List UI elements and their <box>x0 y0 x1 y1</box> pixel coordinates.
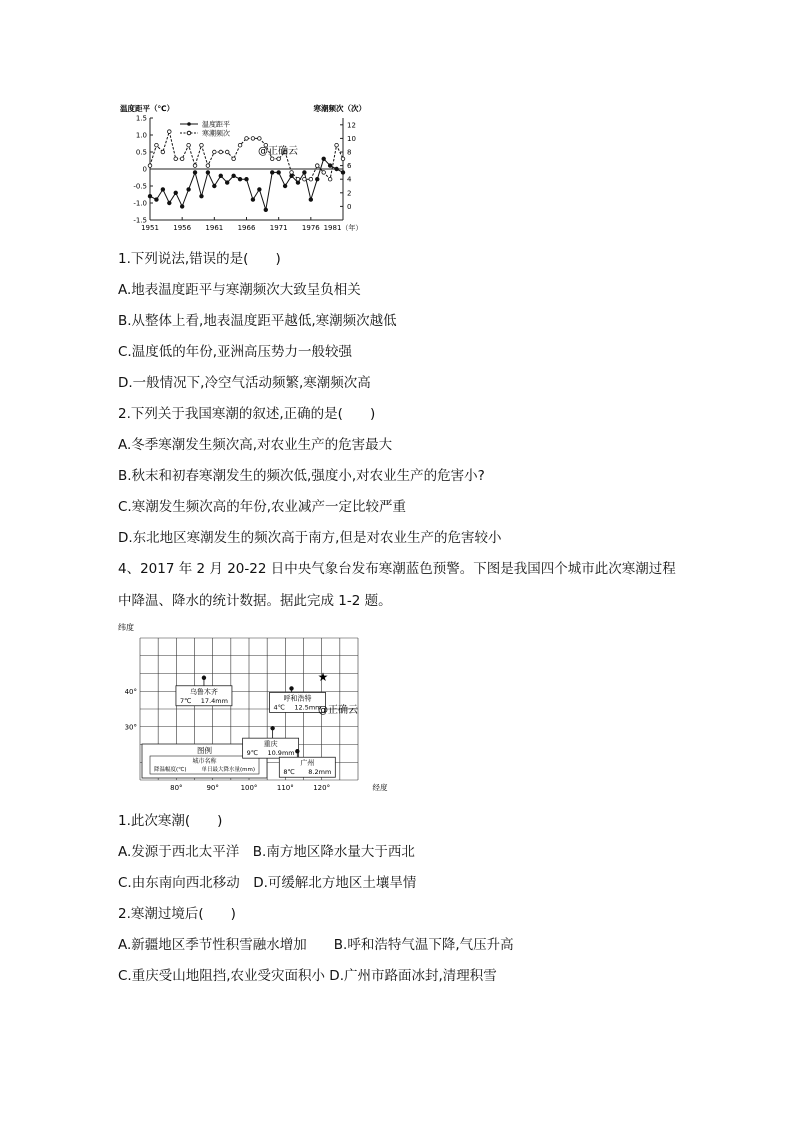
x-axis-label: 经度 <box>372 783 388 792</box>
x-tick-label: 1961 <box>205 224 224 232</box>
data-point-寒潮频次 <box>303 177 307 181</box>
city-point <box>289 686 293 690</box>
data-point-寒潮频次 <box>155 143 159 147</box>
data-point-温度距平 <box>213 184 217 188</box>
city-point <box>202 676 206 680</box>
city-name: 呼和浩特 <box>283 694 312 703</box>
q2-option-d: D.东北地区寒潮发生的频次高于南方,但是对农业生产的危害较小 <box>118 530 502 546</box>
data-point-温度距平 <box>187 188 191 192</box>
legend-row2b: 单日最大降水量(mm) <box>201 767 255 773</box>
legend-temp-label: 温度距平 <box>202 120 230 129</box>
data-point-寒潮频次 <box>187 143 191 147</box>
series-line-温度距平 <box>150 159 343 210</box>
x-tick-label: 80° <box>170 784 183 792</box>
y-left-tick-label: 1.0 <box>135 131 147 140</box>
data-point-温度距平 <box>270 171 274 175</box>
city-temp-drop: 8℃ <box>283 768 295 777</box>
data-point-寒潮频次 <box>322 171 326 175</box>
data-point-寒潮频次 <box>328 177 332 181</box>
data-point-寒潮频次 <box>213 150 217 154</box>
city-temp-drop: 4℃ <box>273 703 285 712</box>
temperature-coldwave-chart <box>118 102 368 237</box>
q2-option-b: B.秋末和初春寒潮发生的频次低,强度小,对农业生产的危害小? <box>118 468 485 484</box>
y-right-tick-label: 0 <box>347 202 352 211</box>
legend-row2a: 降温幅度(℃) <box>154 767 187 773</box>
data-point-寒潮频次 <box>315 164 319 168</box>
data-point-温度距平 <box>315 177 319 181</box>
data-point-寒潮频次 <box>309 177 313 181</box>
city-precip: 8.2mm <box>308 768 332 777</box>
q1-option-c: C.温度低的年份,亚洲高压势力一般较强 <box>118 344 353 360</box>
y-axis-label: 纬度 <box>118 623 134 632</box>
y-left-tick-label: -0.5 <box>133 182 147 191</box>
legend-title: 图例 <box>197 746 212 755</box>
y-tick-label: 30° <box>124 723 137 732</box>
data-point-温度距平 <box>168 201 172 205</box>
x-tick-label: 1971 <box>269 224 288 232</box>
city-precip: 12.5mm <box>294 703 322 712</box>
data-point-寒潮频次 <box>245 137 249 141</box>
city-name: 广州 <box>300 759 315 768</box>
y-right-tick-label: 4 <box>347 175 352 184</box>
q4-2-options-cd: C.重庆受山地阻挡,农业受灾面积小 D.广州市路面冰封,清理积雪 <box>118 968 497 984</box>
data-point-温度距平 <box>341 171 345 175</box>
y-right-tick-label: 6 <box>347 162 352 171</box>
y-left-tick-label: 0.5 <box>135 148 147 157</box>
data-point-温度距平 <box>303 171 307 175</box>
data-point-寒潮频次 <box>200 143 204 147</box>
data-point-寒潮频次 <box>335 143 339 147</box>
y-right-tick-label: 10 <box>347 134 356 143</box>
city-temp-drop: 7℃ <box>179 696 192 705</box>
data-point-温度距平 <box>174 191 178 195</box>
data-point-温度距平 <box>245 177 249 181</box>
data-point-寒潮频次 <box>180 157 184 161</box>
data-point-寒潮频次 <box>168 130 172 134</box>
data-point-温度距平 <box>225 181 229 185</box>
data-point-温度距平 <box>232 174 236 178</box>
y-tick-label: 40° <box>124 687 137 696</box>
y-left-tick-label: -1.0 <box>133 199 147 208</box>
data-point-温度距平 <box>155 198 159 202</box>
data-point-温度距平 <box>219 174 223 178</box>
city-coldwave-map <box>118 620 398 800</box>
q4-2-options-ab: A.新疆地区季节性积雪融水增加 B.呼和浩特气温下降,气压升高 <box>118 937 514 953</box>
data-point-温度距平 <box>335 167 339 171</box>
y-right-tick-label: 12 <box>347 121 356 130</box>
data-point-寒潮频次 <box>148 164 152 168</box>
y-right-tick-label: 2 <box>347 189 352 198</box>
city-precip: 10.9mm <box>267 749 295 758</box>
data-point-温度距平 <box>200 194 204 198</box>
data-point-温度距平 <box>258 188 262 192</box>
y-right-tick-label: 8 <box>347 148 352 157</box>
data-point-寒潮频次 <box>161 150 165 154</box>
data-point-温度距平 <box>251 198 255 202</box>
legend-row1: 城市名称 <box>192 758 217 765</box>
q1-option-a: A.地表温度距平与寒潮频次大致呈负相关 <box>118 282 361 298</box>
data-point-温度距平 <box>148 194 152 198</box>
x-tick-label: 110° <box>276 784 294 792</box>
x-tick-label: 1976 <box>301 224 320 232</box>
q4-1-options-cd: C.由东南向西北移动 D.可缓解北方地区土壤旱情 <box>118 875 417 891</box>
watermark-2: @正确云 <box>318 705 358 716</box>
data-point-寒潮频次 <box>270 157 274 161</box>
q1-option-b: B.从整体上看,地表温度距平越低,寒潮频次越低 <box>118 313 397 329</box>
data-point-寒潮频次 <box>296 177 300 181</box>
y-left-tick-label: -1.5 <box>133 216 147 225</box>
legend-freq-marker <box>187 131 191 135</box>
data-point-温度距平 <box>193 171 197 175</box>
x-tick-label: 120° <box>313 784 331 792</box>
star-icon: ★ <box>317 670 329 684</box>
y-right-axis-label: 寒潮频次（次） <box>313 104 366 113</box>
data-point-温度距平 <box>309 198 313 202</box>
q2-stem: 2.下列关于我国寒潮的叙述,正确的是( ) <box>118 406 376 422</box>
q4-2-stem: 2.寒潮过境后( ) <box>118 906 236 922</box>
data-point-寒潮频次 <box>193 164 197 168</box>
data-point-寒潮频次 <box>238 143 242 147</box>
city-point <box>295 749 299 753</box>
data-point-温度距平 <box>283 184 287 188</box>
data-point-寒潮频次 <box>219 150 223 154</box>
q1-stem: 1.下列说法,错误的是( ) <box>118 251 281 267</box>
data-point-温度距平 <box>206 171 210 175</box>
city-temp-drop: 9℃ <box>246 749 259 758</box>
data-point-寒潮频次 <box>225 150 229 154</box>
data-point-温度距平 <box>180 205 184 209</box>
data-point-寒潮频次 <box>251 137 255 141</box>
chart1-svg <box>118 102 368 237</box>
q4-1-options-ab: A.发源于西北太平洋 B.南方地区降水量大于西北 <box>118 844 415 860</box>
y-left-tick-label: 1.5 <box>135 114 147 123</box>
data-point-温度距平 <box>328 164 332 168</box>
city-precip: 17.4mm <box>200 696 228 705</box>
data-point-寒潮频次 <box>258 137 262 141</box>
data-point-寒潮频次 <box>232 157 236 161</box>
x-tick-label: 90° <box>206 784 219 792</box>
data-point-温度距平 <box>264 208 268 212</box>
data-point-寒潮频次 <box>290 171 294 175</box>
data-point-温度距平 <box>238 177 242 181</box>
data-point-温度距平 <box>161 188 165 192</box>
q2-option-a: A.冬季寒潮发生频次高,对农业生产的危害最大 <box>118 437 393 453</box>
legend-temp-marker <box>187 122 191 126</box>
x-tick-label: 1956 <box>173 224 192 232</box>
city-name: 重庆 <box>263 740 278 749</box>
q4-1-stem: 1.此次寒潮( ) <box>118 813 223 829</box>
q2-option-c: C.寒潮发生频次高的年份,农业减产一定比较严重 <box>118 499 407 515</box>
city-name: 乌鲁木齐 <box>189 687 218 696</box>
watermark-1: @正确云 <box>258 146 298 157</box>
q4-intro-line1: 4、2017 年 2 月 20-22 日中央气象台发布寒潮蓝色预警。下图是我国四个城市此次寒潮过程 <box>118 561 676 577</box>
data-point-温度距平 <box>322 157 326 161</box>
city-point <box>270 726 274 730</box>
legend-freq-label: 寒潮频次 <box>202 129 230 138</box>
q1-option-d: D.一般情况下,冷空气活动频繁,寒潮频次高 <box>118 375 371 391</box>
x-tick-label: 1951 <box>141 224 159 232</box>
data-point-寒潮频次 <box>174 157 178 161</box>
data-point-寒潮频次 <box>341 157 345 161</box>
y-left-tick-label: 0 <box>142 165 147 174</box>
chart2-svg <box>118 620 398 800</box>
data-point-寒潮频次 <box>277 157 281 161</box>
data-point-寒潮频次 <box>206 164 210 168</box>
q4-intro-line2: 中降温、降水的统计数据。据此完成 1-2 题。 <box>118 593 392 609</box>
data-point-温度距平 <box>277 171 281 175</box>
x-tick-label: 100° <box>240 784 258 792</box>
y-left-axis-label: 温度距平（℃） <box>120 104 175 113</box>
x-tick-label: 1966 <box>237 224 256 232</box>
x-tick-label: 1981（年） <box>323 224 363 232</box>
